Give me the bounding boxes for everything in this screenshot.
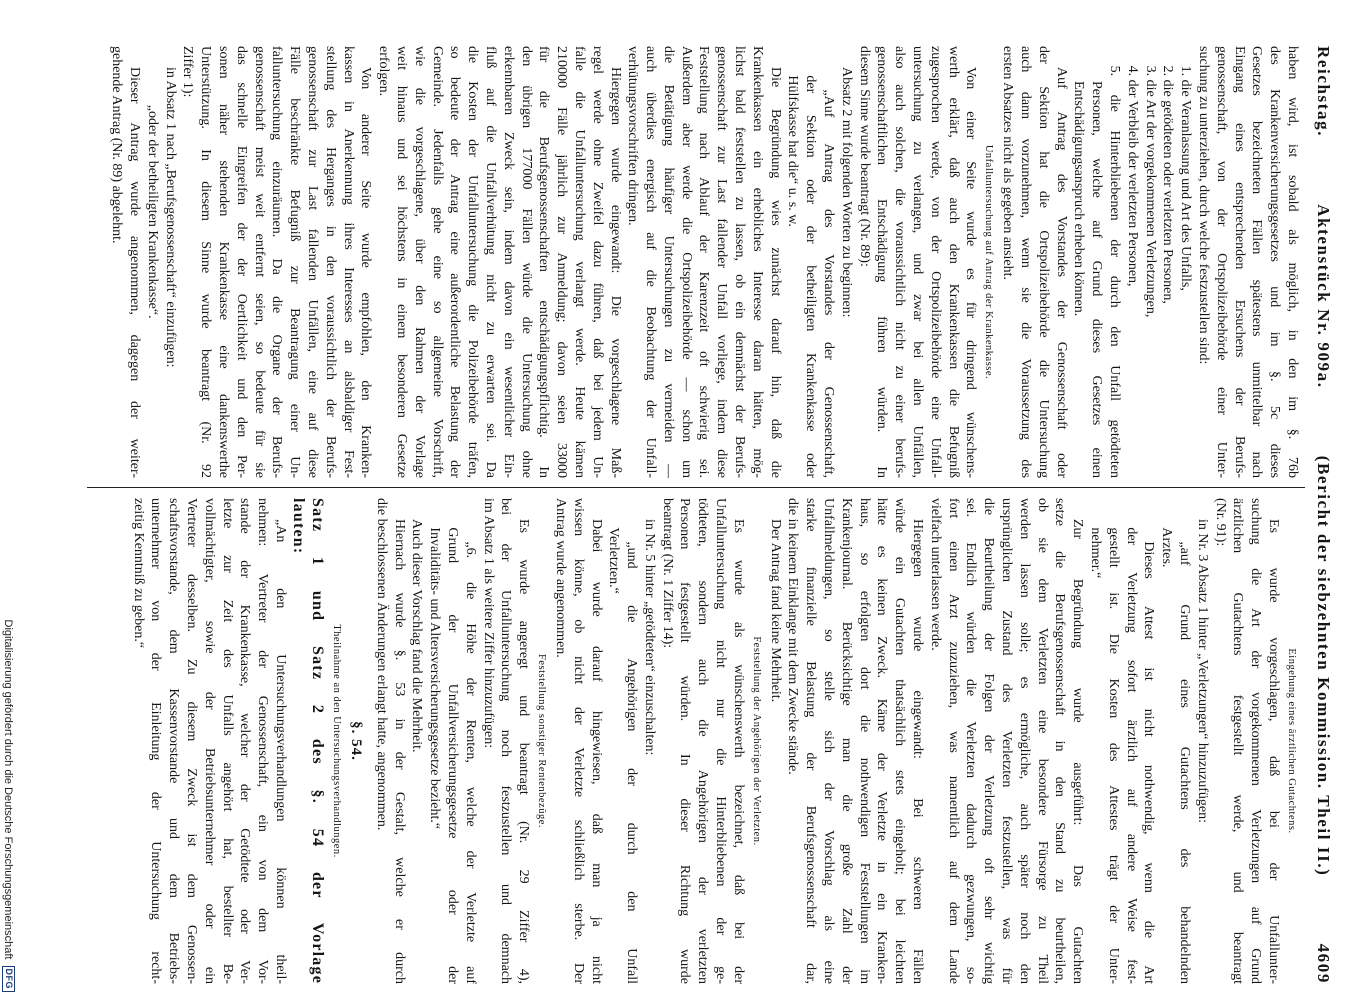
text-line: werth erklärt, daß auch den Krankenkassen die Befugniß <box>945 46 961 478</box>
text-line: regel werde ohne Zweifel dazu führen, daß bei jedem Un- <box>589 46 605 478</box>
text-line: die in keinem Einklange mit dem Zwecke stände. <box>785 498 801 775</box>
text-line: unternehmer von der Einleitung der Untersuchung recht- <box>148 498 164 984</box>
text-line: diesem Sinne wurde beantragt (Nr. 89): <box>856 46 872 267</box>
text-line: zugesprochen werde, von der Ortspolizeibehörde eine Unfall- <box>927 46 943 478</box>
text-line: genossenschaft zur Last fallenden Unfällen, eine auf diese <box>304 46 320 478</box>
text-line: ob sie dem Verletzten eine besondere Fürsorge zu Theil <box>1034 498 1050 984</box>
text-line: 2. die getödteten oder verletzten Personen, <box>1160 65 1176 304</box>
text-line: Ziffer 1): <box>180 46 196 98</box>
text-line: so bedeute der Antrag eine außerordentliche Belastung der <box>447 46 463 478</box>
funding-note: Digitalisierung gefördert durch die Deutsche Forschungsgemeinschaft <box>2 619 15 960</box>
text-line: gestellt ist. Die Kosten des Attestes trägt der Unter- <box>1105 527 1121 984</box>
text-line: wie die vorgeschlagene, über den Rahmen der Vorlage <box>411 46 427 478</box>
bold-heading <box>289 498 327 984</box>
report-title: (Bericht der siebzehnten Kommission. Theil II.) <box>1314 455 1333 877</box>
text-line: schaftsvorstande, dem Kassenvorstande und dem Betriebs- <box>166 498 182 984</box>
text-line: erkennbaren Zweck sein, indem davon ein wesentlicher Ein- <box>500 46 516 478</box>
text-line: des Krankenversicherungsgesetzes und im §. 5c dieses <box>1267 46 1283 478</box>
text-line: gehende Antrag (Nr. 89) abgelehnt. <box>109 46 125 244</box>
text-line: auch dann vorzunehmen, wenn sie die Voraussetzung des <box>1018 46 1034 478</box>
text-line: Krankenjournal. Berücksichtige man die große Zahl der <box>838 498 854 984</box>
text-line: Auch dieser Vorschlag fand die Mehrheit. <box>409 519 425 753</box>
text-line: vielfach unterlassen werde. <box>927 498 943 651</box>
right-column <box>129 498 1301 984</box>
text-line: setze die Berufsgenossenschaft in den Stand zu beurtheilen, <box>1052 498 1068 984</box>
text-line: Von anderer Seite wurde empfohlen, den Kranken- <box>358 67 374 478</box>
text-line: also auch solchen, die voraussichtlich nicht zu einer berufs- <box>892 46 908 478</box>
text-line: Gemeinde. Jedenfalls gehe eine so allgemeine Vorschrift, <box>429 46 445 478</box>
paragraph <box>161 46 179 478</box>
text-line: Hiergegen wurde eingewandt: Die vorgeschlagene Maß- <box>607 67 623 478</box>
text-line: „An den Untersuchungsverhandlungen können theil- <box>272 519 288 984</box>
paragraph <box>766 498 784 984</box>
text-line: nehmer.“ <box>1088 527 1104 579</box>
text-line: nehmen: Vertreter der Genossenschaft, ein von dem Vor- <box>255 498 271 984</box>
text-line: für die Berufsgenossenschaften entschädigungspflichtig. In <box>536 46 552 478</box>
text-line: tödteten, sondern auch die Angehörigen der verletzten <box>695 498 711 984</box>
text-line: „6. die Höhe der Renten, welche der Verletzte auf <box>462 541 478 984</box>
list-item <box>1070 66 1123 478</box>
quoted-motion <box>425 527 478 984</box>
text-line: sei. Endlich würden die Verletzten dadurch gezwungen, so- <box>963 498 979 984</box>
paragraph <box>374 46 623 478</box>
text-line: 5. die Hinterbliebenen der durch den Unfall getödteten <box>1107 65 1123 478</box>
paragraph <box>1211 498 1282 984</box>
text-line: genossenschaft meist weit entfernt seien, so bedeute für sie <box>251 46 267 478</box>
paragraph <box>998 46 1069 478</box>
list-item <box>1141 66 1159 478</box>
paragraph <box>658 498 747 984</box>
text-line: haus, so erfolgten dort die nothwendigen Feststellungen im <box>856 498 872 984</box>
text-line: Satz 1 und Satz 2 des §. 54 der Vorlage <box>308 498 326 984</box>
text-line: vollmächtigter, sowie der Betriebsunternehmer oder ein <box>201 498 217 984</box>
left-column <box>107 46 1301 478</box>
text-line: 210000 Fälle jährlich zur Anmeldung; davon seien 33000 <box>554 46 570 478</box>
text-line: Eingang eines entsprechenden Ersuchens der Berufs- <box>1231 46 1247 478</box>
text-line: weit hinaus und sei höchstens in einem besonderen Gesetze <box>393 46 409 478</box>
text-line: der Verletzung sofort ärztlich auf andere Weise fest- <box>1123 527 1139 984</box>
text-line: Der Antrag fand keine Mehrheit. <box>767 519 783 703</box>
text-line: Auf Antrag des Vorstandes der Genossenschaft oder <box>1053 67 1069 478</box>
digitization-footer <box>2 620 15 992</box>
text-line: die Betätigung häufiger Untersuchungen zu vermeiden — <box>660 46 676 478</box>
paragraph <box>837 46 855 478</box>
paragraph <box>855 46 980 478</box>
text-line: genossenschaft zur Last fallender Unfall vorliege, indem diese <box>714 46 730 478</box>
running-header <box>1309 46 1333 984</box>
text-line: 1. die Veranlassung und Art des Unfalls, <box>1178 65 1194 291</box>
paragraph <box>1193 498 1211 984</box>
text-line: „und die Angehörigen der durch den Unfall <box>624 541 640 984</box>
paragraph <box>1194 46 1301 478</box>
paragraph <box>926 498 1086 984</box>
text-line: Von einer Seite wurde es für dringend wünschens- <box>963 67 979 478</box>
text-line: der Sektion hat die Ortspolizeibehörde die Untersuchung <box>1035 46 1051 478</box>
text-line: genossenschaft, von der Ortspolizeibehörde einer Unter- <box>1213 46 1229 478</box>
text-line: erfolgen. <box>376 46 392 97</box>
quoted-motion <box>784 75 837 478</box>
text-line: Grund der Unfallversicherungsgesetze oder der <box>444 527 460 984</box>
section-heading: Theilnahme an den Untersuchungsverhandlungen. <box>330 624 342 858</box>
text-line: suchung die Art der vorgekommenen Verletzungen auf Grund <box>1248 498 1264 984</box>
text-line: Unterstützung. In diesem Sinne wurde beantragt (Nr. 92 <box>198 46 214 478</box>
text-line: in Nr. 3 Absatz 1 hinter „Verletzungen“ hinzuzufügen: <box>1194 519 1210 824</box>
text-line: (Nr. 91): <box>1212 498 1228 547</box>
text-line: stande der Krankenkasse, welcher der Getödtete oder Ver- <box>237 498 253 984</box>
text-line: im Absatz 1 als weitere Ziffer hinzuzufügen: <box>480 498 496 749</box>
parliament-name: Reichstag. <box>1314 46 1333 138</box>
quoted-motion <box>1157 527 1193 984</box>
text-line: Dieser Antrag wurde angenommen, dagegen der weiter- <box>127 67 142 478</box>
text-line: verhütungsvorschriften dringen. <box>625 46 641 226</box>
text-line: ersten Absatzes nicht als gegeben ansieht. <box>1000 46 1016 281</box>
paragraph <box>784 498 926 984</box>
text-line: Krankenkassen ein erhebliches Interesse daran hätten, mög- <box>749 46 765 478</box>
text-line: Absatz 2 mit folgenden Worten zu beginnen: <box>838 67 854 318</box>
paragraph <box>179 46 375 478</box>
list-item <box>1123 66 1141 478</box>
document-number: Aktenstück Nr. 909a. <box>1314 204 1333 389</box>
paragraph <box>624 46 784 478</box>
text-line: die beschlossenen Änderungen erlangt hatte, angenommen. <box>373 498 389 831</box>
quoted-motion <box>143 91 161 478</box>
text-line: fluß auf die Unfallverhütung nicht zu erwarten sei. Da <box>482 46 498 478</box>
text-line: Dabei wurde darauf hingewiesen, daß man ja nicht <box>588 519 604 984</box>
text-line: Es wurde als wünschenswerth bezeichnet, daß bei der <box>730 519 746 984</box>
text-line: Dieses Attest ist nicht nothwendig, wenn die Art <box>1141 541 1157 984</box>
text-line: Unfalluntersuchung nicht nur die Hinterbliebenen der ge- <box>713 498 729 984</box>
text-line: starke finanzielle Belastung der Berufsgenossenschaft dar, <box>803 498 819 984</box>
text-line: 4. der Verbleib der verletzten Personen, <box>1124 65 1140 287</box>
quoted-motion <box>1086 527 1157 984</box>
paragraph <box>107 46 143 478</box>
text-line: auch überdies energisch auf die Beobachtung der Unfall- <box>643 46 659 478</box>
text-line: wissen könne, ob nicht der Verletzte schließlich sterbe. Der <box>570 498 586 984</box>
text-line: Hiergegen wurde eingewandt: Bei schweren Fällen <box>910 519 926 984</box>
text-line: zeitig Kenntniß zu geben.“ <box>130 498 146 649</box>
page-number: 4609 <box>1314 943 1333 984</box>
text-line: genossenschaftlichen Entschädigung führen würden. In <box>874 46 890 478</box>
text-line: Personen festgestellt würden. In dieser Richtung wurde <box>677 498 693 984</box>
text-line: „oder der betheiligten Krankenkasse“. <box>144 104 160 319</box>
text-line: fort einen Arzt zuzuziehen, was namentlich auf dem Lande <box>945 498 961 984</box>
text-line: haben wird, ist sobald als möglich, in den im §. 76b <box>1285 46 1300 478</box>
text-line: stellung des Herganges in den voraussichtlich der Berufs- <box>322 46 338 478</box>
text-line: kassen in Anerkennung ihres Interesses an alsbaldiger Fest- <box>340 46 356 478</box>
quoted-motion <box>605 527 641 984</box>
text-line: Hiernach wurde §. 53 in der Gestalt, welche er durch <box>391 519 407 984</box>
text-line: Außerdem aber werde die Ortspolizeibehörde — schon um <box>678 46 694 478</box>
paragraph <box>640 498 658 984</box>
text-line: Es wurde angeregt und beantragt (Nr. 29 Ziffer 4), <box>516 519 532 984</box>
text-line: die Beurtheilung der Folgen der Verletzung oft sehr wichtig <box>981 498 997 984</box>
text-line: hätte es keinen Zweck. Käme der Verletzte in ein Kranken- <box>874 498 890 984</box>
text-line: Vertreter desselben. Zu diesem Zweck ist dem Genossen- <box>183 498 199 984</box>
text-line: ursprünglichen Zustand des Verletzten festzustellen, was für <box>999 498 1015 984</box>
section-heading: Feststellung sonstiger Rentenbezüge. <box>536 653 548 828</box>
text-line: Invaliditäts- und Altersversicherungsgesetze bezieht.“ <box>427 527 443 830</box>
text-line: der Sektion oder der betheiligten Krankenkasse oder <box>803 75 819 478</box>
text-line: Die Begründung wies zunächst darauf hin, daß die <box>767 67 783 478</box>
text-line: „auf Grund eines Gutachtens des behandelnden <box>1177 541 1193 984</box>
text-line: Fälle beschränkte Befugniß zur Beantragung einer Un- <box>287 46 303 478</box>
section-heading: Feststellung der Angehörigen der Verletzten. <box>750 636 762 846</box>
text-line: sonen näher stehenden Krankenkasse eine dankenswerthe <box>215 46 231 478</box>
paragraph <box>551 498 604 984</box>
text-line: die Kosten der Unfalluntersuchung die Polizeibehörde träfen, <box>465 46 481 478</box>
paragraph <box>479 498 532 984</box>
text-line: Unfallmeldungen, so stelle sich der Vorschlag als eine <box>821 498 837 984</box>
paragraph <box>372 498 408 984</box>
quoted-law-text <box>129 498 289 984</box>
text-line: „Auf Antrag des Vorstandes der Genossenschaft, <box>821 89 837 478</box>
section-heading: Eingehung eines ärztlichen Gutachtens. <box>1286 648 1297 834</box>
text-line: werden lassen solle; es ermögliche, auch später noch den <box>1016 498 1032 984</box>
text-line: Gesetzes bezeichneten Fällen spätestens unmittelbar nach <box>1249 46 1265 478</box>
text-line: suchung zu unterziehen, durch welche festzustellen sind: <box>1196 46 1212 365</box>
text-line: Es wurde vorgeschlagen, daß bei der Unfallunter- <box>1266 519 1281 984</box>
section-heading: Unfalluntersuchung auf Antrag der Krankenkasse. <box>983 144 995 380</box>
paragraph <box>408 498 426 984</box>
text-line: in Absatz 1 nach „Berufsgenossenschaft“ einzufügen: <box>162 67 178 368</box>
column-rule <box>87 487 1305 488</box>
text-line: lichst bald feststellen zu lassen, ob ein demnächst der Berufs- <box>732 46 748 478</box>
text-line: 3. die Art der vorgekommenen Verletzungen, <box>1142 65 1158 318</box>
text-line: Personen, welche auf Grund dieses Gesetzes einen <box>1089 80 1105 478</box>
list-item <box>1176 66 1194 478</box>
text-line: Antrag wurde angenommen. <box>552 498 568 658</box>
text-line: lauten: <box>289 498 307 555</box>
text-line: falle die Unfalluntersuchung verlangt werde. Heute kämen <box>571 46 587 478</box>
text-line: ärztlichen Gutachtens festgestellt werde, und beantragt <box>1230 498 1246 984</box>
text-line: letzte zur Zeit des Unfalls angehört hat, bestellter Be- <box>219 498 235 984</box>
text-line: Entschädigungsanspruch erheben können. <box>1071 80 1087 317</box>
text-line: Arztes. <box>1159 527 1175 568</box>
list-item <box>1159 66 1177 478</box>
text-line: würde ein Gutachten thatsächlich stets eingeholt; bei leichten <box>892 498 908 984</box>
dfg-logo: DFG <box>2 966 15 993</box>
paragraph-number-heading: §. 54. <box>347 721 364 761</box>
text-line: Zur Begründung wurde ausgeführt: Das Gutachten <box>1070 519 1086 984</box>
text-line: untersuchung zu verlangen, und zwar bei allen Unfällen, <box>910 46 926 478</box>
text-line: den übrigen 177000 Fällen würde die Untersuchung ohne <box>518 46 534 478</box>
text-line: in Nr. 5 hinter „getödteten“ einzuschalten: <box>641 519 657 756</box>
text-line: Feststellung nach Ablauf der Karenzzeit oft schwierig sei. <box>696 46 712 478</box>
text-line: Hülfskasse hat die“ u. s. w. <box>785 75 801 227</box>
text-line: beantragt (Nr. 1 Ziffer 14): <box>659 498 675 649</box>
text-line: bei der Unfalluntersuchung noch festzustellen und demnach <box>498 498 514 984</box>
text-line: das schnelle Eingreifen der der Oertlichkeit und den Per- <box>233 46 249 478</box>
text-line: Verletzten.“ <box>606 527 622 594</box>
text-line: falluntersuchung einzuräumen. Da die Organe der Berufs- <box>269 46 285 478</box>
